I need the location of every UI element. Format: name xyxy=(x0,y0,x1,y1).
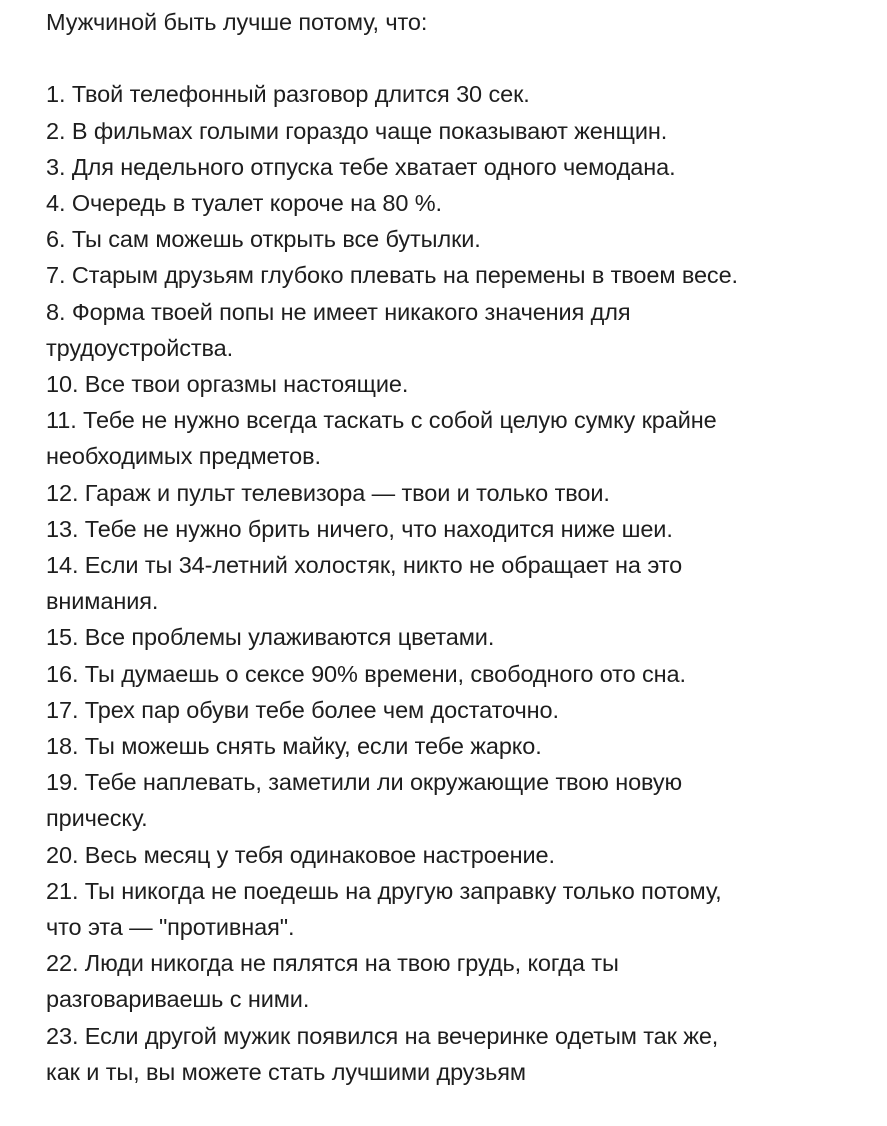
list-item xyxy=(46,547,866,619)
list-item-line: 16. Ты думаешь о сексе 90% времени, свободного ото сна. xyxy=(46,660,686,687)
list-item xyxy=(46,764,866,836)
list-item-line: 11. Тебе не нужно всегда таскать с собой целую сумку крайне xyxy=(46,407,717,434)
list-item xyxy=(46,257,866,293)
reasons-list xyxy=(46,76,866,1090)
list-item-line: 8. Форма твоей попы не имеет никакого значения для xyxy=(46,298,631,325)
list-item xyxy=(46,366,866,402)
list-item-line: внимания. xyxy=(46,588,159,615)
list-item-line: 3. Для недельного отпуска тебе хватает одного чемодана. xyxy=(46,153,676,180)
list-item-line: 2. В фильмах голыми гораздо чаще показывают женщин. xyxy=(46,117,668,144)
list-item-line: 7. Старым друзьям глубоко плевать на перемены в твоем весе. xyxy=(46,262,738,289)
list-item-line: 21. Ты никогда не поедешь на другую заправку только потому, xyxy=(46,877,722,904)
list-item xyxy=(46,113,866,149)
list-item xyxy=(46,1018,866,1090)
list-item-line: трудоустройства. xyxy=(46,334,234,361)
list-item-line: 10. Все твои оргазмы настоящие. xyxy=(46,371,409,398)
list-item xyxy=(46,221,866,257)
list-item-line: 1. Твой телефонный разговор длится 30 сек. xyxy=(46,81,530,108)
list-item-line: 6. Ты сам можешь открыть все бутылки. xyxy=(46,226,481,253)
list-item-line: 18. Ты можешь снять майку, если тебе жарко. xyxy=(46,733,542,760)
blank-line xyxy=(46,40,866,76)
list-item xyxy=(46,873,866,945)
list-item-line: 19. Тебе наплевать, заметили ли окружающие твою новую xyxy=(46,769,683,796)
intro-text: Мужчиной быть лучше потому, что: xyxy=(46,9,428,35)
list-item-line: 14. Если ты 34-летний холостяк, никто не обращает на это xyxy=(46,552,683,579)
list-item xyxy=(46,76,866,112)
list-item-line: 12. Гараж и пульт телевизора — твои и только твои. xyxy=(46,479,610,506)
post-text xyxy=(46,0,866,1090)
list-item-line: прическу. xyxy=(46,805,148,832)
list-item xyxy=(46,402,866,474)
list-item xyxy=(46,149,866,185)
list-item-line: 23. Если другой мужик появился на вечеринке одетым так же, xyxy=(46,1022,719,1049)
list-item-line: что эта — "противная". xyxy=(46,914,295,941)
list-item xyxy=(46,511,866,547)
list-item xyxy=(46,185,866,221)
list-item-line: 20. Весь месяц у тебя одинаковое настроение. xyxy=(46,841,555,868)
list-item xyxy=(46,837,866,873)
list-item xyxy=(46,619,866,655)
list-item-line: 15. Все проблемы улаживаются цветами. xyxy=(46,624,495,651)
list-item xyxy=(46,656,866,692)
list-item xyxy=(46,728,866,764)
list-item xyxy=(46,692,866,728)
list-item xyxy=(46,945,866,1017)
list-item-line: 22. Люди никогда не пялятся на твою грудь, когда ты xyxy=(46,950,619,977)
list-item-line: необходимых предметов. xyxy=(46,443,321,470)
list-item xyxy=(46,294,866,366)
list-item xyxy=(46,475,866,511)
list-item-line: 13. Тебе не нужно брить ничего, что находится ниже шеи. xyxy=(46,515,673,542)
list-item-line: как и ты, вы можете стать лучшими друзьям xyxy=(46,1058,526,1085)
list-item-line: 4. Очередь в туалет короче на 80 %. xyxy=(46,190,442,216)
list-item-line: разговариваешь с ними. xyxy=(46,986,310,1013)
list-item-line: 17. Трех пар обуви тебе более чем достаточно. xyxy=(46,696,559,723)
